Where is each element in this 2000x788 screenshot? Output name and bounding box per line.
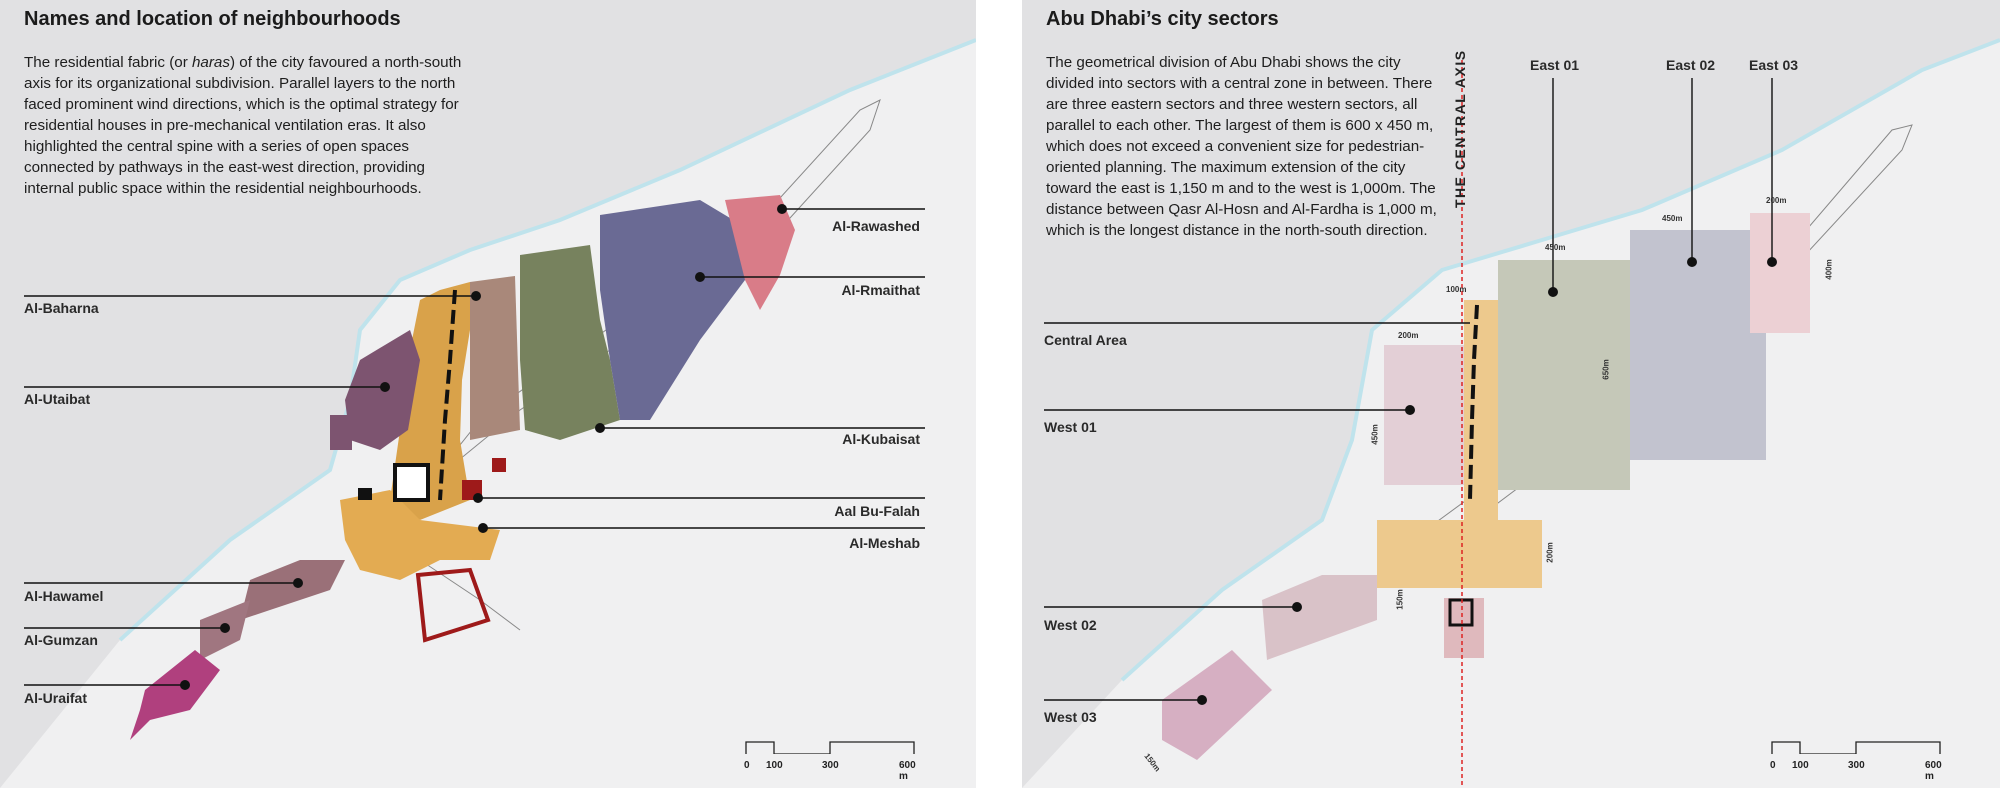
scale-tick-100: 100: [766, 760, 783, 771]
sector-east-02: [1630, 230, 1766, 460]
label-al-kubaisat: Al-Kubaisat: [842, 431, 920, 447]
label-west-03: West 03: [1044, 709, 1097, 725]
dim-150m-west02: 150m: [1395, 589, 1405, 610]
scale-tick-0: 0: [744, 760, 750, 771]
dim-400m: 400m: [1824, 259, 1834, 280]
panel-title: Names and location of neighbourhoods: [24, 8, 401, 30]
dim-450m-east01: 450m: [1545, 243, 1566, 252]
label-al-uraifat: Al-Uraifat: [24, 690, 88, 706]
dim-450m-west: 450m: [1370, 424, 1380, 445]
label-al-hawamel: Al-Hawamel: [24, 588, 104, 604]
leader-dot-al-meshab: [478, 523, 488, 533]
leader-dot-al-baharna: [471, 291, 481, 301]
label-east-03: East 03: [1749, 57, 1799, 73]
label-al-rawashed: Al-Rawashed: [832, 218, 920, 234]
leader-dot-al-rawashed: [777, 204, 787, 214]
leader-dot-al-hawamel: [293, 578, 303, 588]
city-sectors-panel: [1022, 0, 2000, 788]
leader-dot-al-utaibat: [380, 382, 390, 392]
scale-tick-300: 300: [822, 760, 839, 771]
scale-bar: [744, 740, 924, 780]
dim-650m: 650m: [1601, 359, 1611, 380]
sector-west-01: [1384, 345, 1464, 485]
leader-dot-west-01: [1405, 405, 1415, 415]
central-block-outline: [395, 465, 428, 500]
dim-200m-west: 200m: [1398, 331, 1419, 340]
scale-tick-100: 100: [1792, 760, 1809, 771]
label-al-rmaithat: Al-Rmaithat: [841, 282, 920, 298]
label-al-baharna: Al-Baharna: [24, 300, 99, 316]
neighbourhoods-panel: [0, 0, 976, 788]
leader-dot-al-uraifat: [180, 680, 190, 690]
scale-tick-600: 600 m: [899, 760, 916, 782]
area-aal-bu-falah-2: [492, 458, 506, 472]
leader-dot-al-rmaithat: [695, 272, 705, 282]
scale-tick-300: 300: [1848, 760, 1865, 771]
central-axis-label: THE CENTRAL AXIS: [1452, 49, 1468, 208]
leader-dot-al-gumzan: [220, 623, 230, 633]
area-al-utaibat-annex: [330, 415, 352, 450]
dim-200m-south: 200m: [1545, 542, 1555, 563]
leader-dot-east-02: [1687, 257, 1697, 267]
dim-150m-west03: 150m: [1142, 751, 1163, 774]
leader-dot-east-03: [1767, 257, 1777, 267]
label-east-02: East 02: [1666, 57, 1716, 73]
label-al-utaibat: Al-Utaibat: [24, 391, 91, 407]
leader-dot-aal-bu-falah: [473, 493, 483, 503]
label-aal-bu-falah: Aal Bu-Falah: [834, 503, 920, 519]
panel-description: The residential fabric (or haras) of the city favoured a north-south axis for its organizational subdivision. Parallel layers to the north faced prominent wind directions, which is the optimal strategy for residential houses in pre-mechanical ventilation eras. It also highlighted the central spine with a series of open spaces connected by pathways in the east-west direction, providing internal public space within the residential neighbourhoods.: [24, 54, 462, 197]
leader-dot-east-01: [1548, 287, 1558, 297]
label-al-meshab: Al-Meshab: [849, 535, 920, 551]
label-central-area: Central Area: [1044, 332, 1127, 348]
label-al-gumzan: Al-Gumzan: [24, 632, 98, 648]
scale-bar: [1770, 740, 1950, 780]
dim-450m-east02: 450m: [1662, 214, 1683, 223]
scale-tick-600: 600 m: [1925, 760, 1942, 782]
panel-title: Abu Dhabi’s city sectors: [1046, 8, 1279, 30]
sector-central-south: [1377, 520, 1542, 588]
label-west-02: West 02: [1044, 617, 1097, 633]
sector-east-03: [1750, 213, 1810, 333]
leader-dot-west-02: [1292, 602, 1302, 612]
leader-dot-al-kubaisat: [595, 423, 605, 433]
dim-100m: 100m: [1446, 285, 1467, 294]
label-west-01: West 01: [1044, 419, 1097, 435]
scale-tick-0: 0: [1770, 760, 1776, 771]
leader-dot-west-03: [1197, 695, 1207, 705]
label-east-01: East 01: [1530, 57, 1580, 73]
black-block: [358, 488, 372, 500]
panel-description: The geometrical division of Abu Dhabi shows the city divided into sectors with a central zone in between. There are three eastern sectors and three western sectors, all parallel to each other. The largest of them is 600 x 450 m, which does not exceed a convenient size for pedestrian-oriented planning. The maximum extension of the city toward the east is 1,150 m and to the west is 1,000m. The distance between Qasr Al-Hosn and Al-Fardha is 1,000 m, which is the longest distance in the north-south direction.: [1046, 54, 1437, 239]
dim-200m-east03: 200m: [1766, 196, 1787, 205]
